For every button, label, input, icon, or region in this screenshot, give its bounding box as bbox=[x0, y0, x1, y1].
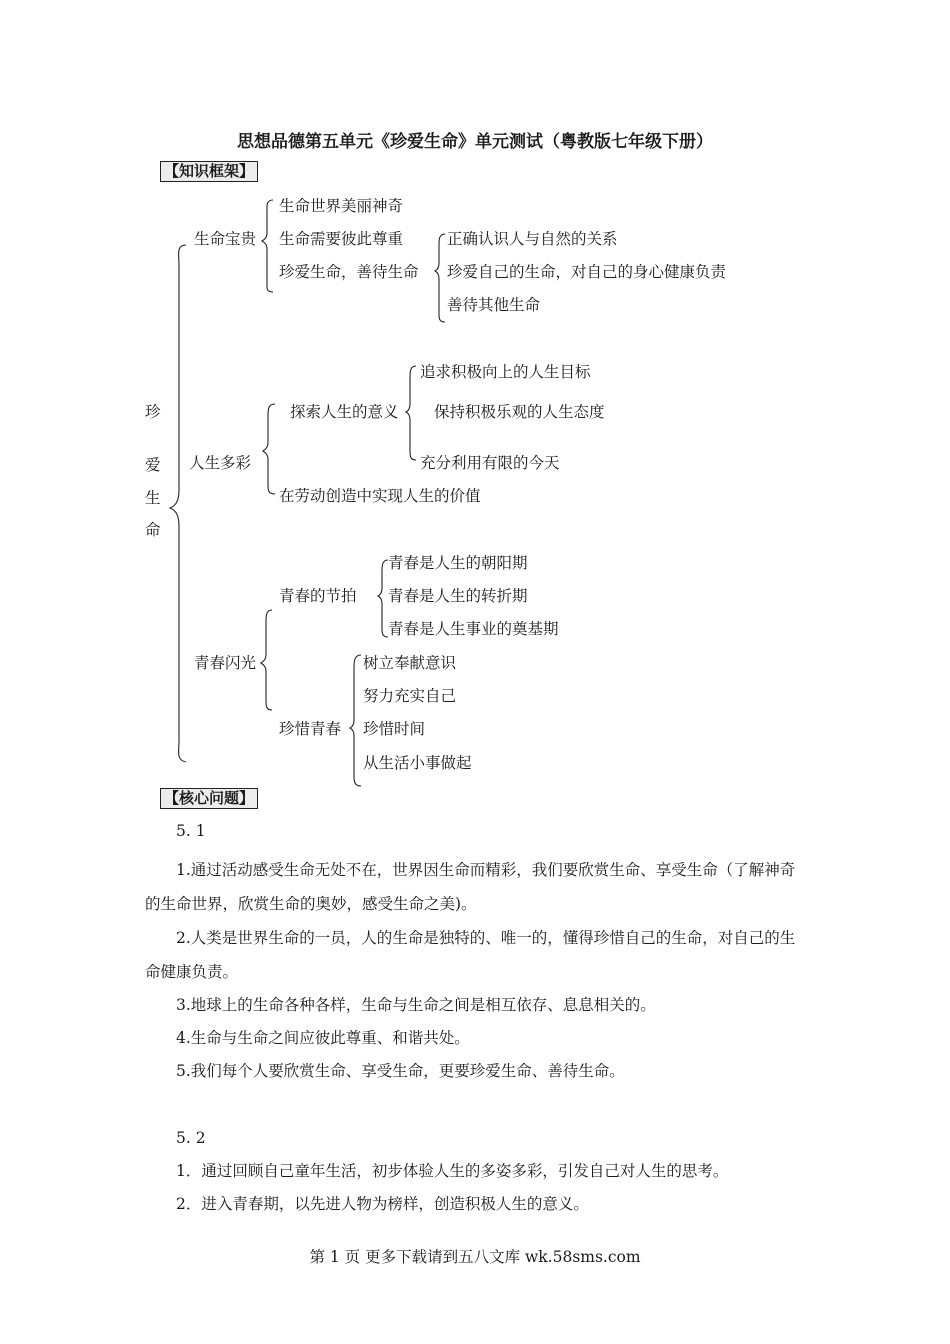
branch-2-sub-1: 追求积极向上的人生目标 bbox=[420, 363, 591, 381]
branch-3-item-2: 珍惜青春 bbox=[279, 720, 342, 738]
bracket-branch1 bbox=[262, 200, 273, 292]
root-char-3: 生 bbox=[145, 489, 161, 507]
core-s1-heading: 5. 1 bbox=[176, 822, 206, 840]
bracket-branch2 bbox=[263, 404, 275, 494]
bracket-branch1-sub bbox=[435, 234, 445, 322]
branch-3-sub1-3: 青春是人生事业的奠基期 bbox=[388, 620, 559, 638]
page-title: 思想品德第五单元《珍爱生命》单元测试（粤教版七年级下册） bbox=[237, 132, 713, 152]
branch-3-sub2-1: 树立奉献意识 bbox=[363, 654, 457, 672]
branch-3-item-1: 青春的节拍 bbox=[279, 587, 357, 605]
bracket-branch3-sub1 bbox=[378, 560, 388, 637]
bracket-branch2-sub bbox=[406, 366, 416, 460]
branch-2-sub-2: 保持积极乐观的人生态度 bbox=[434, 403, 605, 421]
branch-1-sub-1: 正确认识人与自然的关系 bbox=[447, 230, 618, 248]
core-s2-p2: 2．进入青春期，以先进人物为榜样，创造积极人生的意义。 bbox=[176, 1195, 589, 1213]
branch-2-item-2: 在劳动创造中实现人生的价值 bbox=[279, 487, 481, 505]
root-char-2: 爱 bbox=[145, 456, 161, 474]
branch-3-sub2-2: 努力充实自己 bbox=[363, 687, 457, 705]
bracket-root bbox=[170, 245, 186, 762]
core-s1-p5: 5.我们每个人要欣赏生命、享受生命，更要珍爱生命、善待生命。 bbox=[176, 1062, 625, 1080]
branch-3-sub1-2: 青春是人生的转折期 bbox=[388, 587, 528, 605]
branch-3-sub2-4: 从生活小事做起 bbox=[363, 754, 472, 772]
branch-1-sub-2: 珍爱自己的生命，对自己的身心健康负责 bbox=[447, 263, 727, 281]
core-s2-p1: 1．通过回顾自己童年生活，初步体验人生的多姿多彩，引发自己对人生的思考。 bbox=[176, 1162, 729, 1180]
bracket-branch3-sub2 bbox=[350, 655, 361, 786]
branch-2-label: 人生多彩 bbox=[189, 454, 252, 472]
branch-1-item-1: 生命世界美丽神奇 bbox=[279, 197, 404, 215]
core-s2-heading: 5. 2 bbox=[176, 1129, 206, 1147]
section-heading-core: 【核心问题】 bbox=[160, 788, 258, 809]
bracket-branch3 bbox=[261, 610, 272, 710]
root-char-1: 珍 bbox=[145, 403, 161, 421]
core-s1-p3: 3.地球上的生命各种各样，生命与生命之间是相互依存、息息相关的。 bbox=[176, 996, 656, 1014]
branch-2-item-1: 探索人生的意义 bbox=[290, 403, 399, 421]
branch-3-label: 青春闪光 bbox=[194, 654, 257, 672]
branch-3-sub1-1: 青春是人生的朝阳期 bbox=[388, 554, 528, 572]
branch-2-sub-3: 充分利用有限的今天 bbox=[420, 454, 560, 472]
core-s1-p2: 2.人类是世界生命的一员，人的生命是独特的、唯一的，懂得珍惜自己的生命，对自己的生命健康负责。 bbox=[145, 929, 796, 981]
section-heading-framework: 【知识框架】 bbox=[160, 161, 258, 182]
page-footer: 第 1 页 更多下载请到五八文库 wk.58sms.com bbox=[309, 1248, 641, 1266]
branch-1-label: 生命宝贵 bbox=[194, 230, 257, 248]
root-char-4: 命 bbox=[145, 521, 161, 539]
core-s1-p4: 4.生命与生命之间应彼此尊重、和谐共处。 bbox=[176, 1029, 470, 1047]
branch-1-item-2: 生命需要彼此尊重 bbox=[279, 230, 404, 248]
branch-3-sub2-3: 珍惜时间 bbox=[363, 720, 426, 738]
core-s1-p1: 1.通过活动感受生命无处不在，世界因生命而精彩，我们要欣赏生命、享受生命（了解神奇的生命世界，欣赏生命的奥妙，感受生命之美)。 bbox=[145, 861, 796, 913]
branch-1-sub-3: 善待其他生命 bbox=[447, 296, 541, 314]
branch-1-item-3: 珍爱生命，善待生命 bbox=[279, 263, 419, 281]
